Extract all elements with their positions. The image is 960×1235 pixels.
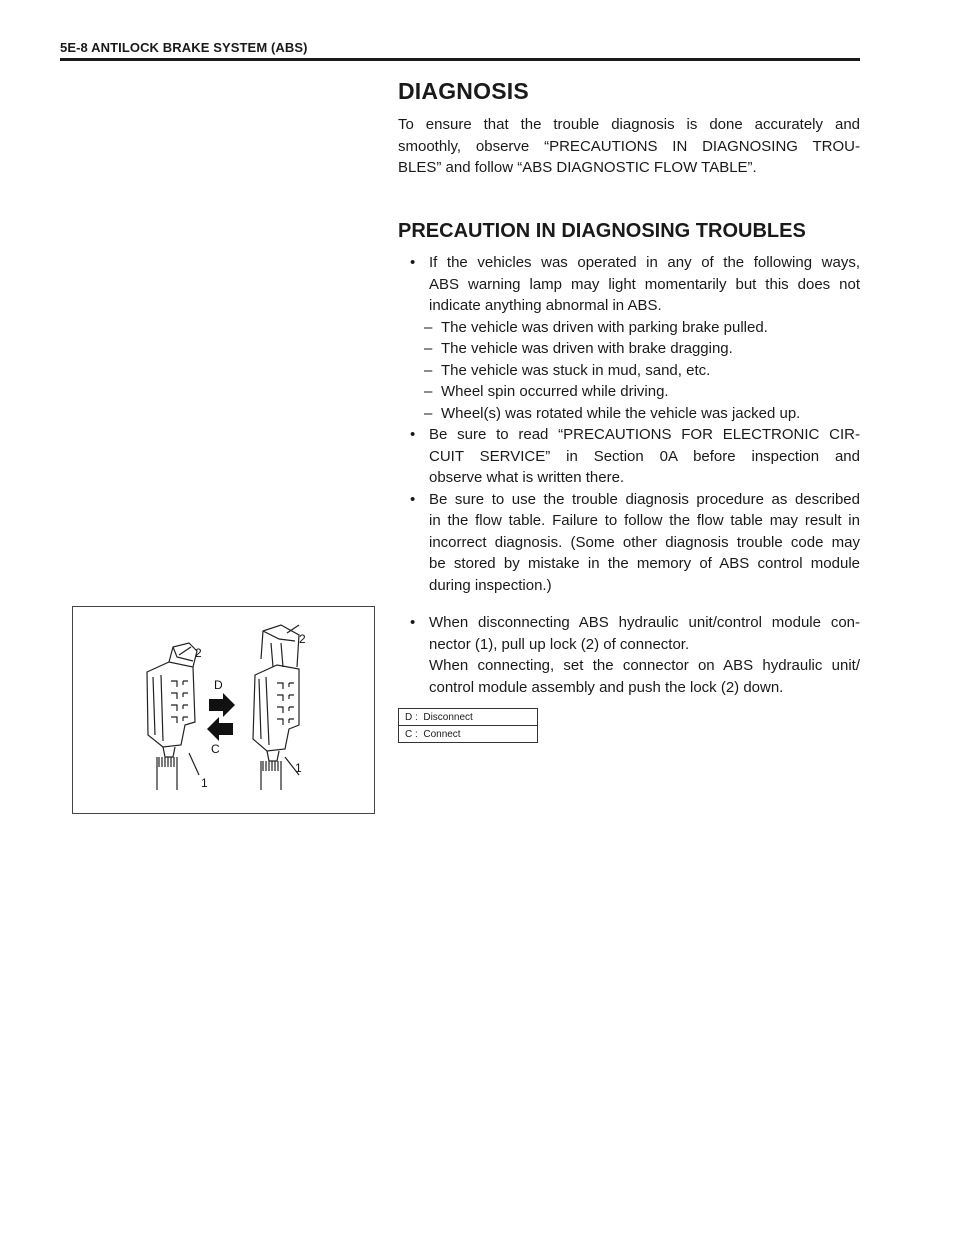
bullet-line: When connecting, set the connector on ABS hydraulic unit/ [429, 657, 860, 674]
bullet-mark: • [410, 426, 416, 443]
connect-arrow-icon [207, 717, 233, 741]
list-item [398, 424, 860, 489]
dash-text: Wheel spin occurred while driving. [441, 383, 669, 400]
figure-label-lock-right: 2 [299, 632, 306, 646]
bullet-line: during inspection.) [429, 576, 552, 594]
figure-label-connector-right: 1 [295, 761, 302, 775]
list-item [398, 317, 860, 339]
list-item [398, 489, 860, 597]
page-header-title: 5E-8 ANTILOCK BRAKE SYSTEM (ABS) [60, 40, 308, 55]
bullet-line: indicate anything abnormal in ABS. [429, 297, 662, 314]
diagnosis-line: smoothly, observe “PRECAUTIONS IN DIAGNOSING TROU- [398, 137, 860, 155]
list-item [398, 381, 860, 403]
legend-value: Disconnect [423, 711, 473, 723]
bullet-line: ABS warning lamp may light momentarily but this does not [429, 275, 860, 293]
dash-mark: – [424, 404, 433, 422]
legend-entry [399, 709, 538, 726]
bullet-line: in the flow table. Failure to follow the flow table may result in [429, 512, 860, 529]
bullet-line: nector (1), pull up lock (2) of connector. [429, 635, 690, 653]
figure-label-connect: C [211, 742, 220, 756]
connector-illustration [73, 607, 374, 813]
precaution-heading: PRECAUTION IN DIAGNOSING TROUBLES [398, 220, 806, 242]
bullet-line: observe what is written there. [429, 469, 625, 486]
dash-mark: – [424, 361, 433, 379]
bullet-line: be stored by mistake in the memory of ABS control module [429, 555, 860, 572]
bullet-line: If the vehicles was operated in any of the following ways, [429, 254, 860, 271]
legend-key: D : [405, 711, 418, 723]
diagnosis-line: BLES” and follow “ABS DIAGNOSTIC FLOW TABLE”. [398, 159, 757, 176]
list-item [398, 612, 860, 698]
dash-mark: – [424, 318, 433, 336]
legend-value: Connect [423, 728, 461, 740]
diagnosis-paragraph [398, 114, 860, 179]
header-rule [60, 58, 860, 61]
list-item [398, 338, 860, 360]
dash-mark: – [424, 340, 433, 357]
table-row [399, 726, 538, 743]
bullet-line: CUIT SERVICE” in Section 0A before inspection and [429, 447, 860, 465]
figure-label-connector-left: 1 [201, 776, 208, 790]
precaution-list [398, 252, 860, 596]
dash-text: The vehicle was stuck in mud, sand, etc. [441, 361, 711, 379]
dash-text: The vehicle was driven with parking brake pulled. [441, 318, 768, 336]
bullet-mark: • [410, 490, 416, 508]
bullet-mark: • [410, 614, 416, 631]
connector-figure [72, 606, 375, 814]
bullet-line: Be sure to use the trouble diagnosis procedure as described [429, 490, 860, 508]
dash-text: Wheel(s) was rotated while the vehicle was jacked up. [441, 404, 801, 422]
figure-label-lock-left: 2 [195, 646, 202, 660]
bullet-mark: • [410, 254, 416, 271]
list-item [398, 252, 860, 317]
bullet-line: control module assembly and push the lock (2) down. [429, 678, 784, 696]
bullet-line: When disconnecting ABS hydraulic unit/control module con- [429, 614, 860, 631]
bullet-line: incorrect diagnosis. (Some other diagnosis trouble code may [429, 533, 860, 551]
legend-key: C : [405, 728, 418, 740]
figure-legend [398, 708, 538, 743]
figure-label-disconnect: D [214, 678, 223, 692]
list-item [398, 403, 860, 425]
list-item [398, 360, 860, 382]
diagnosis-heading: DIAGNOSIS [398, 78, 529, 104]
disconnect-arrow-icon [209, 693, 235, 717]
table-row [399, 709, 538, 726]
diagnosis-line: To ensure that the trouble diagnosis is done accurately and [398, 116, 860, 133]
bullet-line: Be sure to read “PRECAUTIONS FOR ELECTRONIC CIR- [429, 426, 860, 443]
dash-text: The vehicle was driven with brake dragging. [441, 340, 733, 357]
legend-entry [399, 726, 538, 743]
dash-mark: – [424, 383, 433, 400]
connector-instructions [398, 612, 860, 698]
